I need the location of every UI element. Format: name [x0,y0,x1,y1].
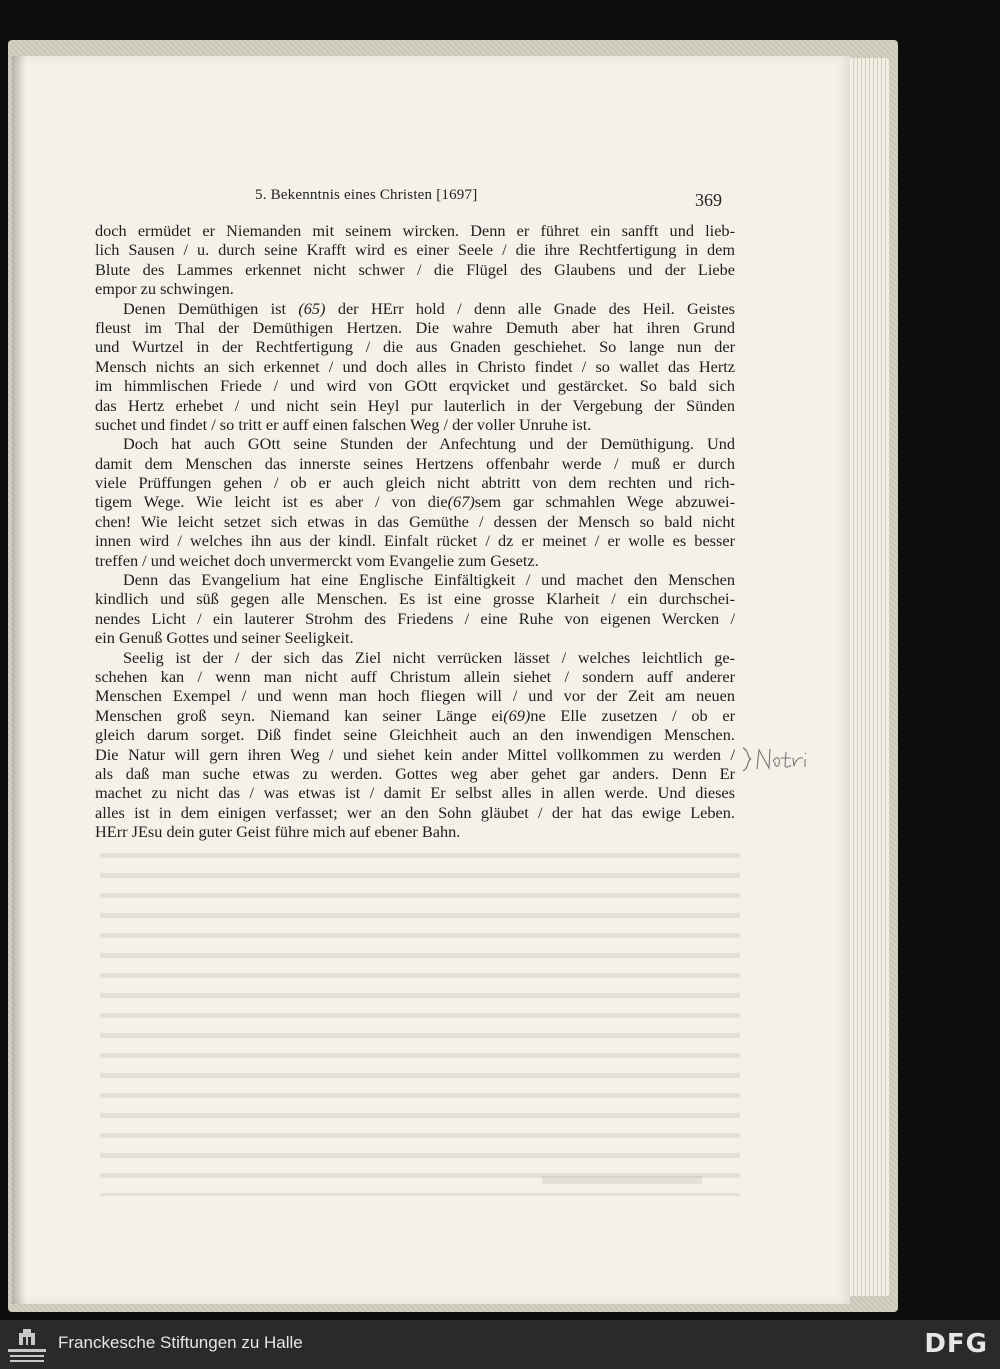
text-line [95,318,735,337]
original-page-marker: (69) [503,705,531,725]
handwritten-margin-note [739,744,819,774]
text-line [95,589,735,608]
text-segment: alles ist in dem einigen verfasset; wer an den Sohn gläubet / der hat das ewige Leben. [95,802,735,822]
text-line [95,822,735,841]
text-segment: Blute des Lammes erkennet nicht schwer / die Flügel des Glaubens und der Liebe [95,259,735,279]
text-segment: HErr JEsu dein guter Geist führe mich auf ebener Bahn. [95,822,461,842]
text-segment: Seelig ist der / der sich das Ziel nicht verrücken lässet / welches leichtlich ge- [123,647,735,667]
text-line [95,648,735,667]
text-segment: und Wurtzel in der Rechtfertigung / die aus Gnaden geschiehet. So lange nun der [95,337,735,357]
text-segment: Menschen groß seyn. Niemand kan seiner Länge ei [95,705,504,725]
text-segment: gleich darum sorget. Diß findet seine Gleichheit auch an den inwendigen Menschen. [95,725,735,745]
text-segment: lich Sausen / u. durch seine Krafft wird es einer Seele / die ihre Rechtfertigung in dem [95,240,735,260]
text-line [95,745,735,764]
text-segment: tigem Wege. Wie leicht ist es aber / von die [95,492,448,512]
text-line [95,221,735,240]
book-page [12,56,850,1304]
text-segment: sem gar schmahlen Wege abzuwei- [474,492,735,512]
text-segment: innen wird / welches ihn aus der kindl. Einfalt rücket / dz er meinet / er wolle es besser [95,531,735,551]
original-page-marker: (67) [447,492,475,512]
text-line [95,512,735,531]
text-line [95,279,735,298]
text-line [95,396,735,415]
text-line [95,570,735,589]
text-segment: viele Prüffungen gehen / ob er auch gleich nicht abtritt von dem rechten und rich- [95,473,735,493]
page-number: 369 [695,190,722,210]
text-segment: kindlich und süß gegen alle Menschen. Es ist eine grosse Klarheit / ein durchschei- [95,589,735,609]
text-segment: treffen / und weichet doch unvermerckt vom Evangelie zum Gesetz. [95,550,539,570]
text-line [95,492,735,511]
text-segment: machet zu nicht das / was etwas ist / damit Er selbst alles in allen werde. Und dieses [95,783,735,803]
text-segment: Denen Demüthigen ist [123,298,299,318]
text-line [95,434,735,453]
page-gutter-shadow [12,56,26,1304]
text-segment: im himmlischen Friede / und wird von GOtt erqvicket und gestärcket. So bald sich [95,376,735,396]
text-line [95,376,735,395]
text-segment: suchet und findet / so tritt er auff einen falschen Weg / der voller Unruhe ist. [95,414,592,434]
text-line [95,473,735,492]
text-line [95,764,735,783]
footer-bar [0,1320,1000,1369]
text-line [95,725,735,744]
running-head: 5. Bekenntnis eines Christen [1697] [255,187,478,203]
institution-name: Franckesche Stiftungen zu Halle [58,1333,303,1352]
bleed-through-text [100,841,740,1196]
text-segment: fleust im Thal der Demüthigen Hertzen. Die wahre Demuth aber hat ihren Grund [95,317,735,337]
dfg-logo: DFG [924,1329,988,1359]
text-segment: ein Genuß Gottes und seiner Seeligkeit. [95,628,354,648]
original-page-marker: (65) [298,298,326,318]
text-segment: als daß man suche etwas zu werden. Gottes weg aber gehet gar anders. Denn Er [95,763,735,783]
text-line [95,260,735,279]
text-segment: Doch hat auch GOtt seine Stunden der Anfechtung und der Demüthigung. Und [123,434,735,454]
text-line [95,803,735,822]
body-text [95,221,735,842]
text-line [95,628,735,647]
francke-logo-icon [6,1326,48,1364]
text-segment: damit dem Menschen das innerste seines Hertzens offenbahr werde / muß er durch [95,453,735,473]
text-segment: chen! Wie leicht setzet sich etwas in das Gemüthe / dessen der Mensch so bald nicht [95,511,735,531]
text-segment: Mensch nichts an sich erkennet / und doch alles in Christo findet / so wallet das Hertz [95,356,735,376]
text-segment: der HErr hold / denn alle Gnade des Heil. Geistes [325,298,735,318]
text-segment: das Hertz erhebet / und nicht sein Heyl pur lauterlich in der Vergebung der Sünden [95,395,735,415]
text-segment: empor zu schwingen. [95,279,234,299]
text-line [95,357,735,376]
text-line [95,667,735,686]
text-segment: Menschen Exempel / und wenn man hoch fliegen will / und vor der Zeit am neuen [95,686,735,706]
text-line [95,240,735,259]
bleed-through-footnote [542,1176,702,1184]
text-segment: ne Elle zusetzen / ob er [530,705,736,725]
text-line [95,454,735,473]
text-line [95,706,735,725]
text-line [95,686,735,705]
text-segment: schehen kan / wenn man nicht auff Christum allein siehet / sondern auff anderer [95,666,735,686]
text-line [95,531,735,550]
text-line [95,783,735,802]
text-line [95,337,735,356]
text-segment: nendes Licht / ein lauterer Strohm des Friedens / eine Ruhe von eigenen Wercken / [95,608,735,628]
text-line [95,609,735,628]
text-line [95,299,735,318]
text-line [95,551,735,570]
text-segment: doch ermüdet er Niemanden mit seinem wircken. Denn er führet ein sanfft und lieb- [95,221,735,240]
text-segment: Die Natur will gern ihren Weg / und siehet kein ander Mittel vollkommen zu werden / [95,744,735,764]
page-header [12,187,850,217]
text-segment: Denn das Evangelium hat eine Englische Einfältigkeit / und machet den Menschen [123,570,735,590]
text-line [95,415,735,434]
